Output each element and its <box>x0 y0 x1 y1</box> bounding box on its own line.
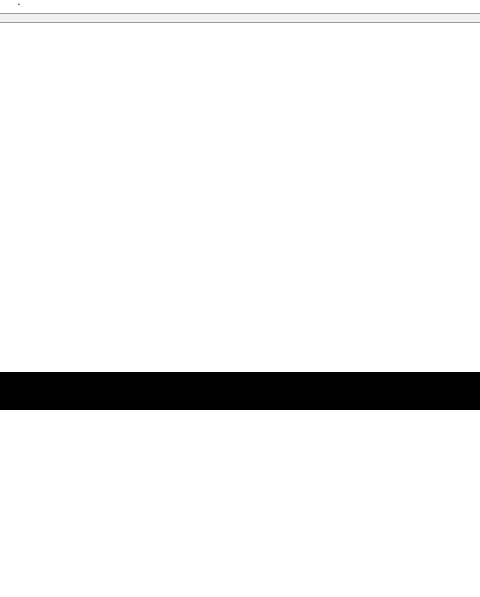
measurement-tables-bottom <box>0 410 480 426</box>
report-page-bottom <box>0 410 480 597</box>
procedure-item: • <box>18 2 20 8</box>
measurements-title <box>0 13 480 23</box>
